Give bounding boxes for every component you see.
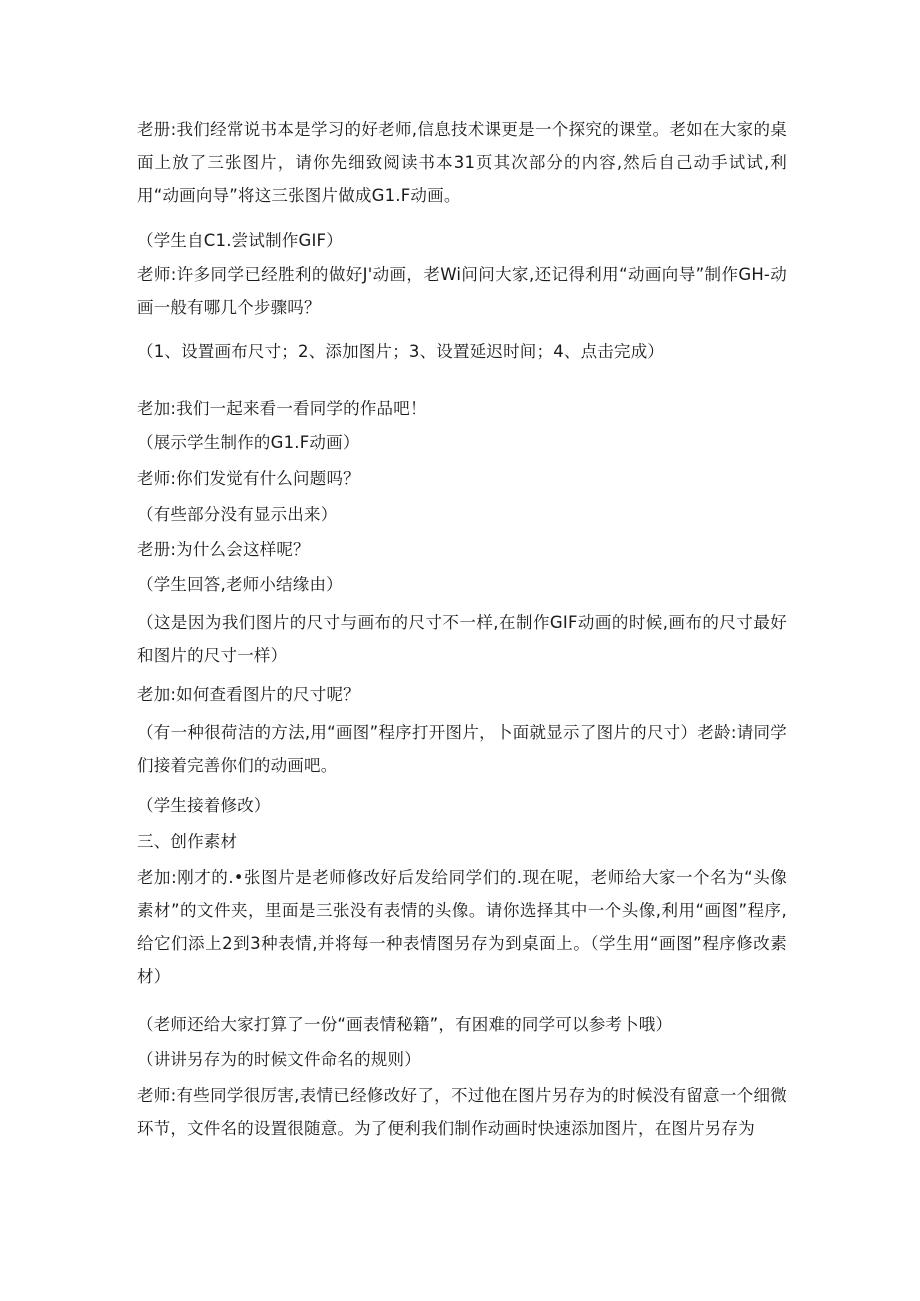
paragraph-find-problem: 老师:你们发觉有什么问题吗？ bbox=[137, 469, 360, 488]
paragraph-steps: （1、设置画布尺寸；2、添加图片；3、设置延迟时间；4、点击完成） bbox=[137, 342, 665, 361]
paragraph-intro: 老册:我们经常说书本是学习的好老师,信息技术课更是一个探究的课堂。老如在大家的桌面上放了三张图片，请你先细致阅读书本31页其次部分的内容,然后自己动手试试,利用“动画向导”将这三张图片做成G1.F动画。 bbox=[137, 120, 787, 205]
paragraph-why: 老册:为什么会这样呢？ bbox=[137, 540, 310, 559]
paragraph-reason: （这是因为我们图片的尺寸与画布的尺寸不一样,在制作GIF动画的时候,画布的尺寸最好和图片的尺寸一样） bbox=[137, 613, 787, 665]
paragraph-show-works: （展示学生制作的G1.F动画） bbox=[137, 433, 360, 452]
paragraph-save-as: 老师:有些同学很厉害,表情已经修改好了，不过他在图片另存为的时候没有留意一个细微环节，文件名的设置很随意。为了便利我们制作动画时快速添加图片，在图片另存为 bbox=[137, 1086, 787, 1138]
paragraph-student-answer: （学生回答,老师小结缘由） bbox=[137, 575, 343, 594]
paragraph-student-modify: （学生接着修改） bbox=[137, 796, 271, 815]
section-heading: 三、创作素材 bbox=[137, 832, 238, 851]
paragraph-materials: 老加:刚才的.•张图片是老师修改好后发给同学们的.现在呢，老师给大家一个名为“头像素材”的文件夹，里面是三张没有表情的头像。请你选择其中一个头像,利用“画图”程序,给它们添上2到3种表情,并将每一种表情图另存为到桌面上。（学生用“画图”程序修改素材） bbox=[137, 868, 787, 986]
paragraph-teacher-question: 老师:许多同学已经胜利的做好J'动画，老Wi问问大家,还记得利用“动画向导”制作GH-动画一般有哪几个步骤吗？ bbox=[137, 265, 787, 317]
paragraph-not-shown: （有些部分没有显示出来） bbox=[137, 505, 338, 524]
paragraph-check-size: 老加:如何查看图片的尺寸呢？ bbox=[137, 685, 360, 704]
paragraph-look-works: 老加:我们一起来看一看同学的作品吧！ bbox=[137, 399, 427, 418]
paragraph-naming-rules: （讲讲另存为的时候文件命名的规则） bbox=[137, 1050, 421, 1069]
paragraph-paint-method: （有一种很荷洁的方法,用“画图”程序打开图片，卜面就显示了图片的尺寸）老龄:请同学们接着完善你们的动画吧。 bbox=[137, 723, 787, 775]
paragraph-secret-guide: （老师还给大家打算了一份“画表情秘籍”，有困难的同学可以参考卜哦） bbox=[137, 1015, 673, 1034]
paragraph-student-try: （学生自C1.尝试制作GIF） bbox=[137, 231, 343, 250]
